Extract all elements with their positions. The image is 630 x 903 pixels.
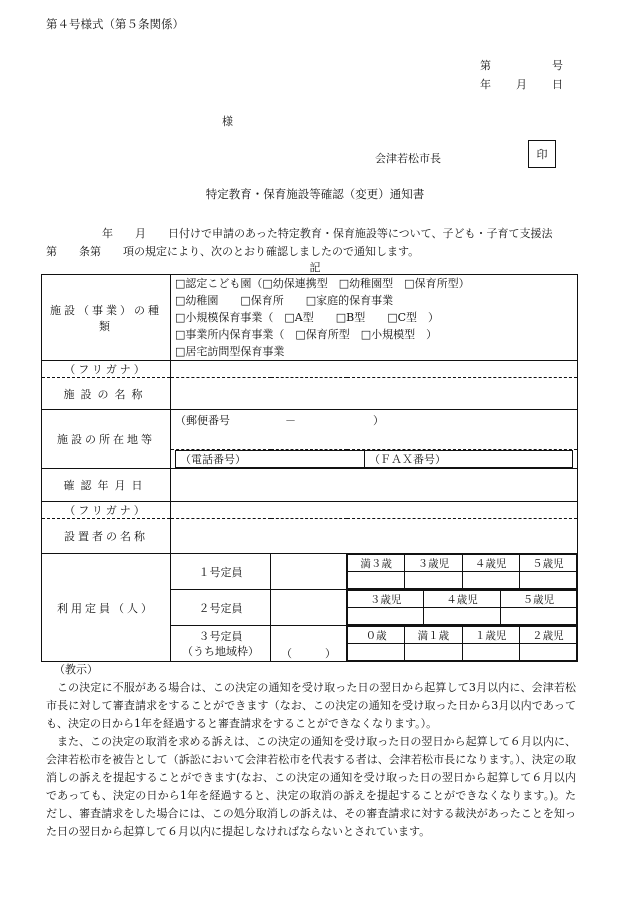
cap2-cell[interactable] <box>348 608 424 625</box>
row-facility-furigana <box>42 361 578 378</box>
date-day: 日 <box>552 78 563 91</box>
cap3-cell[interactable] <box>405 644 462 661</box>
cap3-label-cell <box>171 626 271 662</box>
phone-fax-field[interactable] <box>171 450 578 469</box>
cap1-cell[interactable] <box>519 572 576 589</box>
founder-furigana-field[interactable] <box>171 502 578 519</box>
capacity-label: 利用定員（人） <box>42 554 171 662</box>
row-facility-name <box>42 378 578 410</box>
founder-furigana-label: （フリガナ） <box>42 502 171 519</box>
cap2-cell[interactable] <box>500 608 576 625</box>
row-confirm-date <box>42 469 578 502</box>
cap2-cell[interactable] <box>424 608 500 625</box>
cap1-col-header: ５歳児 <box>519 555 576 572</box>
notes-heading: （教示） <box>54 663 98 676</box>
facility-type-label: 施設（事業）の種類 <box>42 275 171 361</box>
row-founder-furigana <box>42 502 578 519</box>
facility-furigana-label: （フリガナ） <box>42 361 171 378</box>
row-address <box>42 410 578 450</box>
cap1-total-field[interactable] <box>271 554 347 590</box>
number-suffix: 号 <box>552 59 563 72</box>
cap3-breakdown <box>347 626 578 662</box>
ki-marker: 記 <box>309 261 321 274</box>
date-month: 月 <box>516 78 527 91</box>
cap3-total-field[interactable] <box>271 626 347 662</box>
notes-paragraph-2: また、この決定の取消を求める訴えは、この決定の通知を受け取った日の翌日から起算して６月以内に、会津若松市を被告として（訴訟において会津若松市を代表する者は、会津若松市長になります。）、決定の取消しの訴えを提起することができます(なお、この決定の通知を受け取った日の翌日から起算して６月以内であっても、決定の日から1年を経過すると、決定の取消の訴えを提起することができなくなります。)。ただし、審査請求をした場合には、この処分取消しの訴えは、その審査請求に対する裁決があったことを知った日の翌日から起算して６月以内に提起しなければならないとされています。 <box>46 735 576 838</box>
confirm-date-field[interactable] <box>171 469 578 502</box>
facility-furigana-field[interactable] <box>171 361 578 378</box>
facility-type-option[interactable]: □小規模保育事業（ □A型 □B型 □C型 ） <box>175 311 440 324</box>
postal-code-field[interactable] <box>171 410 578 450</box>
address-label: 施設の所在地等 <box>42 410 171 469</box>
facility-type-option[interactable]: □事業所内保育事業（ □保育所型 □小規模型 ） <box>175 328 438 341</box>
cap1-col-header: 満３歳 <box>348 555 405 572</box>
cap3-regional-paren: （ ） <box>281 647 336 660</box>
cap3-sub-label: （うち地域枠） <box>182 644 259 658</box>
date-year: 年 <box>480 78 491 91</box>
row-capacity-1 <box>42 554 578 590</box>
confirm-date-label: 確認年月日 <box>42 469 171 502</box>
intro-line-2: 第 条第 項の規定により、次のとおり確認しましたので通知します。 <box>46 245 420 258</box>
facility-name-field[interactable] <box>171 378 578 410</box>
cap3-col-header: ２歳児 <box>519 627 576 644</box>
facility-type-options <box>171 275 578 361</box>
intro-line-1: 年 月 日付けで申請のあった特定教育・保育施設等について、子ども・子育て支援法 <box>102 227 553 240</box>
addressee: 様 <box>222 115 233 128</box>
cap3-cell[interactable] <box>519 644 576 661</box>
facility-name-label: 施設の名称 <box>42 378 171 410</box>
form-number: 第４号様式（第５条関係） <box>46 17 184 31</box>
confirmation-table <box>41 274 578 662</box>
cap1-cell[interactable] <box>348 572 405 589</box>
cap3-label: ３号定員 <box>198 629 243 643</box>
row-facility-type <box>42 275 578 361</box>
cap2-total-field[interactable] <box>271 590 347 626</box>
postal-code-label: （郵便番号 － ） <box>175 414 384 427</box>
cap1-label: １号定員 <box>171 554 271 590</box>
cap2-col-header: ４歳児 <box>424 591 500 608</box>
cap3-col-header: 満１歳 <box>405 627 462 644</box>
number-prefix: 第 <box>480 59 491 72</box>
row-founder-name <box>42 519 578 554</box>
founder-name-field[interactable] <box>171 519 578 554</box>
facility-type-option[interactable]: □認定こども園（□幼保連携型 □幼稚園型 □保育所型） <box>175 277 470 290</box>
document-title: 特定教育・保育施設等確認（変更）通知書 <box>205 187 425 201</box>
cap1-cell[interactable] <box>405 572 462 589</box>
facility-type-option[interactable]: □居宅訪問型保育事業 <box>175 345 285 358</box>
fax-label: （ＦＡＸ番号） <box>365 451 573 468</box>
cap2-breakdown <box>347 590 578 626</box>
cap1-cell[interactable] <box>462 572 519 589</box>
cap1-col-header: ４歳児 <box>462 555 519 572</box>
seal-mark: 印 <box>536 148 548 161</box>
phone-label: （電話番号） <box>176 451 365 468</box>
cap3-cell[interactable] <box>348 644 405 661</box>
cap2-col-header: ３歳児 <box>348 591 424 608</box>
facility-type-option[interactable]: □幼稚園 □保育所 □家庭的保育事業 <box>175 294 394 307</box>
cap3-col-header: ０歳 <box>348 627 405 644</box>
cap2-label: ２号定員 <box>171 590 271 626</box>
cap2-col-header: ５歳児 <box>500 591 576 608</box>
cap3-col-header: １歳児 <box>462 627 519 644</box>
cap3-cell[interactable] <box>462 644 519 661</box>
notes-paragraph-1: この決定に不服がある場合は、この決定の通知を受け取った日の翌日から起算して3月以内に、会津若松市長に対して審査請求をすることができます（なお、この決定の通知を受け取った日から3月以内であっても、決定の日から1年を経過すると審査請求をすることができなくなります。）。 <box>46 681 576 730</box>
seal-box <box>528 140 556 168</box>
cap1-col-header: ３歳児 <box>405 555 462 572</box>
founder-name-label: 設置者の名称 <box>42 519 171 554</box>
issuer: 会津若松市長 <box>375 152 441 165</box>
cap1-breakdown <box>347 554 578 590</box>
